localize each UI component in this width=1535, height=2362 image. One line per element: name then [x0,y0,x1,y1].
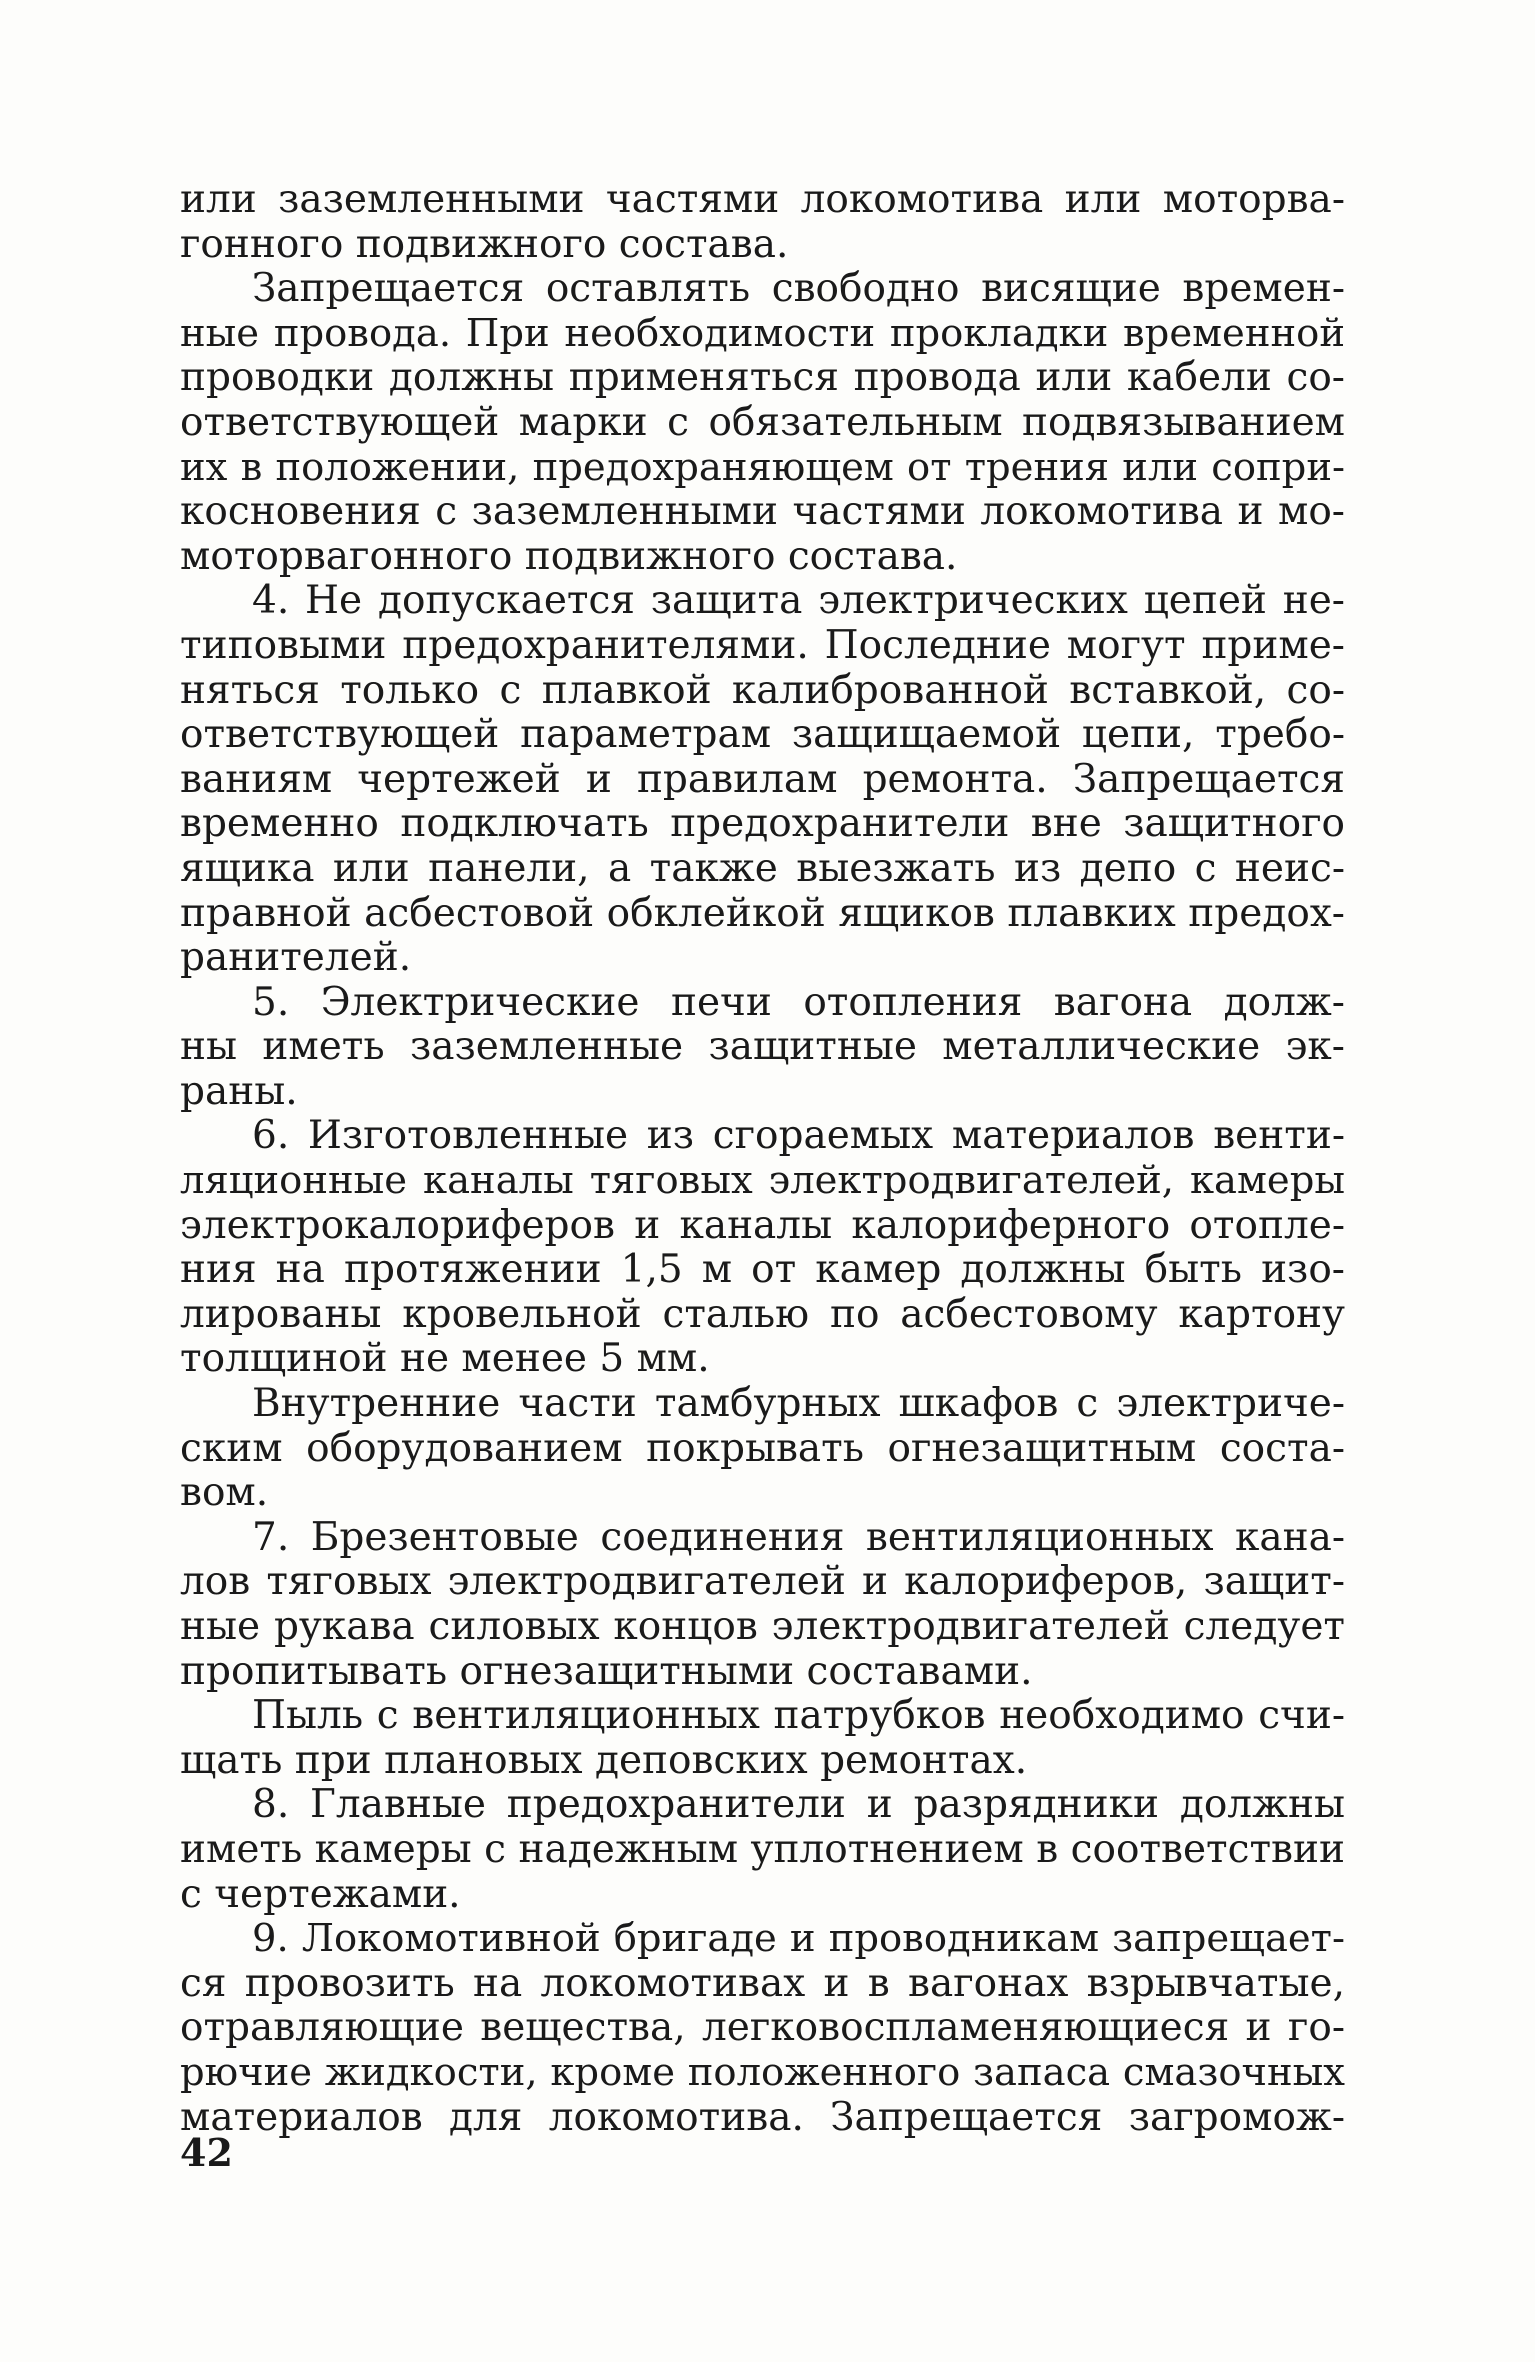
text-line: щать при плановых деповских ремонтах. [180,1737,1028,1783]
text-line: Внутренние части тамбурных шкафов с электриче- [252,1381,1345,1427]
text-line: ответствующей марки с обязательным подвязыванием [180,399,1345,445]
text-line: отравляющие вещества, легковоспламеняющиеся и го- [180,2005,1345,2051]
text-line: ся провозить на локомотивах и в вагонах взрывчатые, [180,1960,1345,2006]
text-line: 7. Брезентовые соединения вентиляционных кана- [252,1514,1345,1560]
text-line: гонного подвижного состава. [180,221,789,267]
text-line: 5. Электрические печи отопления вагона долж- [252,979,1345,1025]
text-line: ляционные каналы тяговых электродвигателей, камеры [180,1158,1345,1204]
text-line: ваниям чертежей и правилам ремонта. Запрещается [180,756,1345,802]
text-line: 6. Изготовленные из сгораемых материалов венти- [252,1113,1345,1159]
text-line: их в положении, предохраняющем от трения или сопри- [180,444,1345,490]
text-line: лированы кровельной сталью по асбестовому картону [180,1291,1345,1337]
text-line: рючие жидкости, кроме положенного запаса смазочных [180,2049,1345,2095]
text-line: толщиной не менее 5 мм. [180,1336,710,1382]
text-line: иметь камеры с надежным уплотнением в соответствии [180,1826,1345,1872]
text-line: проводки должны применяться провода или кабели со- [180,355,1345,401]
text-line: ные рукава силовых концов электродвигателей следует [180,1604,1345,1649]
text-line: с чертежами. [180,1871,461,1917]
text-line: няться только с плавкой калиброванной вставкой, со- [180,667,1345,713]
text-line: Запрещается оставлять свободно висящие времен- [252,266,1345,312]
text-line: ны иметь заземленные защитные металлические эк- [180,1024,1345,1070]
body-text [180,178,1345,2140]
text-line: Пыль с вентиляционных патрубков необходимо счи- [252,1693,1345,1739]
text-line: временно подключать предохранители вне защитного [180,801,1345,847]
text-line: ответствующей параметрам защищаемой цепи, требо- [180,712,1345,758]
text-line: или заземленными частями локомотива или моторва- [180,177,1345,222]
text-line: правной асбестовой обклейкой ящиков плавких предох- [180,890,1345,936]
text-line: ранителей. [180,935,412,981]
text-line: 9. Локомотивной бригаде и проводникам запрещает- [252,1916,1345,1962]
text-line: вом. [180,1470,269,1516]
text-line: материалов для локомотива. Запрещается загромож- [180,2094,1345,2140]
text-line: 8. Главные предохранители и разрядники должны [252,1782,1345,1828]
text-line: ящика или панели, а также выезжать из депо с неис- [180,845,1345,891]
text-line: 4. Не допускается защита электрических цепей не- [252,578,1345,624]
text-line: косновения с заземленными частями локомотива и мо- [180,489,1345,535]
text-line: электрокалориферов и каналы калориферного отопле- [180,1202,1345,1248]
text-line: пропитывать огнезащитными составами. [180,1648,1033,1694]
text-line: типовыми предохранителями. Последние могут приме- [180,622,1345,668]
text-line: моторвагонного подвижного состава. [180,533,958,579]
page-number: 42 [180,2130,233,2175]
text-line: ния на протяжении 1,5 м от камер должны быть изо- [180,1247,1345,1293]
text-line: раны. [180,1068,298,1114]
text-line: лов тяговых электродвигателей и калориферов, защит- [180,1559,1345,1605]
text-line: ским оборудованием покрывать огнезащитным соста- [180,1425,1345,1471]
text-line: ные провода. При необходимости прокладки временной [180,310,1345,356]
